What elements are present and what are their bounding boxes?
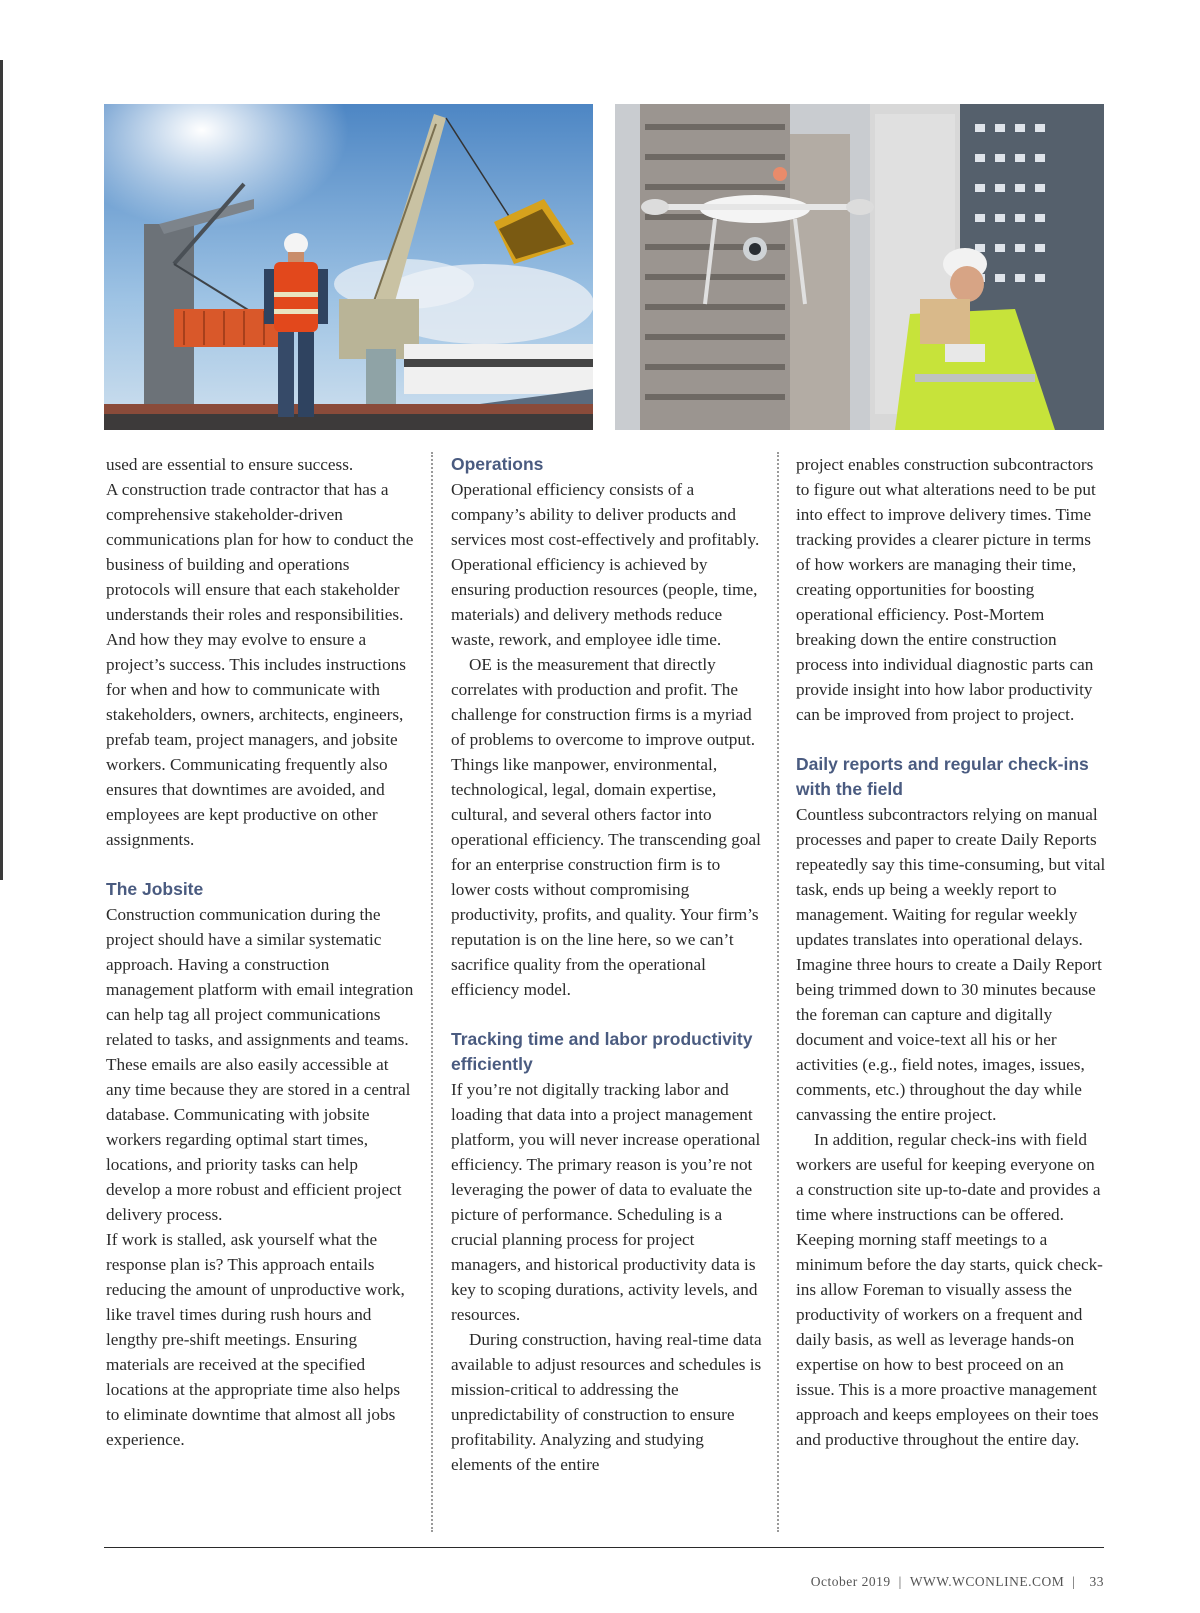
- page-footer: [811, 1574, 1104, 1590]
- issue-date: October 2019: [810, 1574, 891, 1589]
- paragraph: In addition, regular check-ins with field workers are useful for keeping everyone on a construction site up-to-date and provides a time where instructions can be offered. Keeping morning staff meetings to a minimum before the day starts, quick check-ins allow Foreman to visually assess the productivity of workers on a frequent and daily basis, as well as leverage hands-on expertise on how to best proceed on an issue. This is a more proactive management approach and keeps employees on their toes and productive throughout the entire day.: [796, 1130, 1103, 1449]
- footer-separator: |: [898, 1574, 902, 1589]
- footer-rule: [104, 1547, 1104, 1548]
- column-divider: [431, 452, 433, 1532]
- column-divider: [777, 452, 779, 1532]
- paragraph: If work is stalled, ask yourself what the response plan is? This approach entails reducing the amount of unproductive work, like travel times during rush hours and lengthy pre-shift meetings. Ensuring materials are received at the specified locations at the appropriate time also helps to eliminate downtime that almost all jobs experience.: [106, 1230, 405, 1449]
- paragraph: If you’re not digitally tracking labor and loading that data into a project management platform, you will never increase operational efficiency. The primary reason is you’re not leveraging the power of data to evaluate the picture of performance. Scheduling is a crucial planning process for project managers, and historical productivity data is key to scoping durations, activity levels, and resources.: [451, 1080, 761, 1324]
- section-heading-operations: Operations: [451, 454, 544, 474]
- article-column-1: [106, 452, 416, 1452]
- page-edge-bar: [0, 60, 3, 880]
- page-number: 33: [1089, 1574, 1104, 1589]
- footer-separator: |: [1072, 1574, 1076, 1589]
- paragraph: A construction trade contractor that has a comprehensive stakeholder-driven communications plan for how to conduct the business of building and operations protocols will ensure that each stakeholder understands their roles and responsibilities. And how they may evolve to ensure a project’s success. This includes instructions for when and how to communicate with stakeholders, owners, architects, engineers, prefab team, project managers, and jobsite workers. Communicating frequently also ensures that downtimes are avoided, and employees are kept productive on other assignments.: [106, 480, 414, 849]
- paragraph: used are essential to ensure success.: [106, 455, 354, 474]
- paragraph: OE is the measurement that directly correlates with production and profit. The challenge for construction firms is a myriad of problems to overcome to improve output. Things like manpower, environmental, technological, legal, domain expertise, cultural, and several others factor into operational efficiency. The transcending goal for an enterprise construction firm is to lower costs without compromising productivity, profits, and quality. Your firm’s reputation is on the line here, so we can’t sacrifice quality from the operational efficiency model.: [451, 655, 761, 999]
- paragraph: Operational efficiency consists of a company’s ability to deliver products and services most cost-effectively and profitably. Operational efficiency is achieved by ensuring production resources (people, time, materials) and delivery methods reduce waste, rework, and employee idle time.: [451, 480, 760, 649]
- section-heading-daily-reports: Daily reports and regular check-ins with the field: [796, 754, 1089, 799]
- paragraph: During construction, having real-time data available to adjust resources and schedules is mission-critical to addressing the unpredictability of construction to ensure profitability. Analyzing and studying elements of the entire: [451, 1330, 762, 1474]
- article-column-2: [451, 452, 763, 1477]
- website-link[interactable]: WWW.WCONLINE.COM: [909, 1574, 1065, 1589]
- paragraph: project enables construction subcontractors to figure out what alterations need to be put into effect to improve delivery times. Time tracking provides a clearer picture in terms of how workers are managing their time, creating opportunities for boosting operational efficiency. Post-Mortem breaking down the entire construction process into individual diagnostic parts can provide insight into how labor productivity can be improved from project to project.: [796, 455, 1096, 724]
- section-heading-jobsite: The Jobsite: [106, 879, 204, 899]
- construction-worker-crane-photo: [104, 104, 593, 430]
- paragraph: Countless subcontractors relying on manual processes and paper to create Daily Reports repeatedly say this time-consuming, but vital task, ends up being a weekly report to management. Waiting for regular weekly updates translates into operational delays. Imagine three hours to create a Daily Report being trimmed down to 30 minutes because the foreman can capture and digitally document and voice-text all his or her activities (e.g., field notes, images, issues, comments, etc.) throughout the day while canvassing the entire project.: [796, 805, 1106, 1124]
- article-column-3: [796, 452, 1106, 1452]
- drone-inspector-photo: [615, 104, 1104, 430]
- paragraph: Construction communication during the project should have a similar systematic approach. Having a construction management platform with email integration can help tag all project communications related to tasks, and assignments and teams. These emails are also easily accessible at any time because they are stored in a central database. Communicating with jobsite workers regarding optimal start times, locations, and priority tasks can help develop a more robust and efficient project delivery process.: [106, 905, 414, 1224]
- section-heading-tracking: Tracking time and labor productivity efficiently: [451, 1029, 753, 1074]
